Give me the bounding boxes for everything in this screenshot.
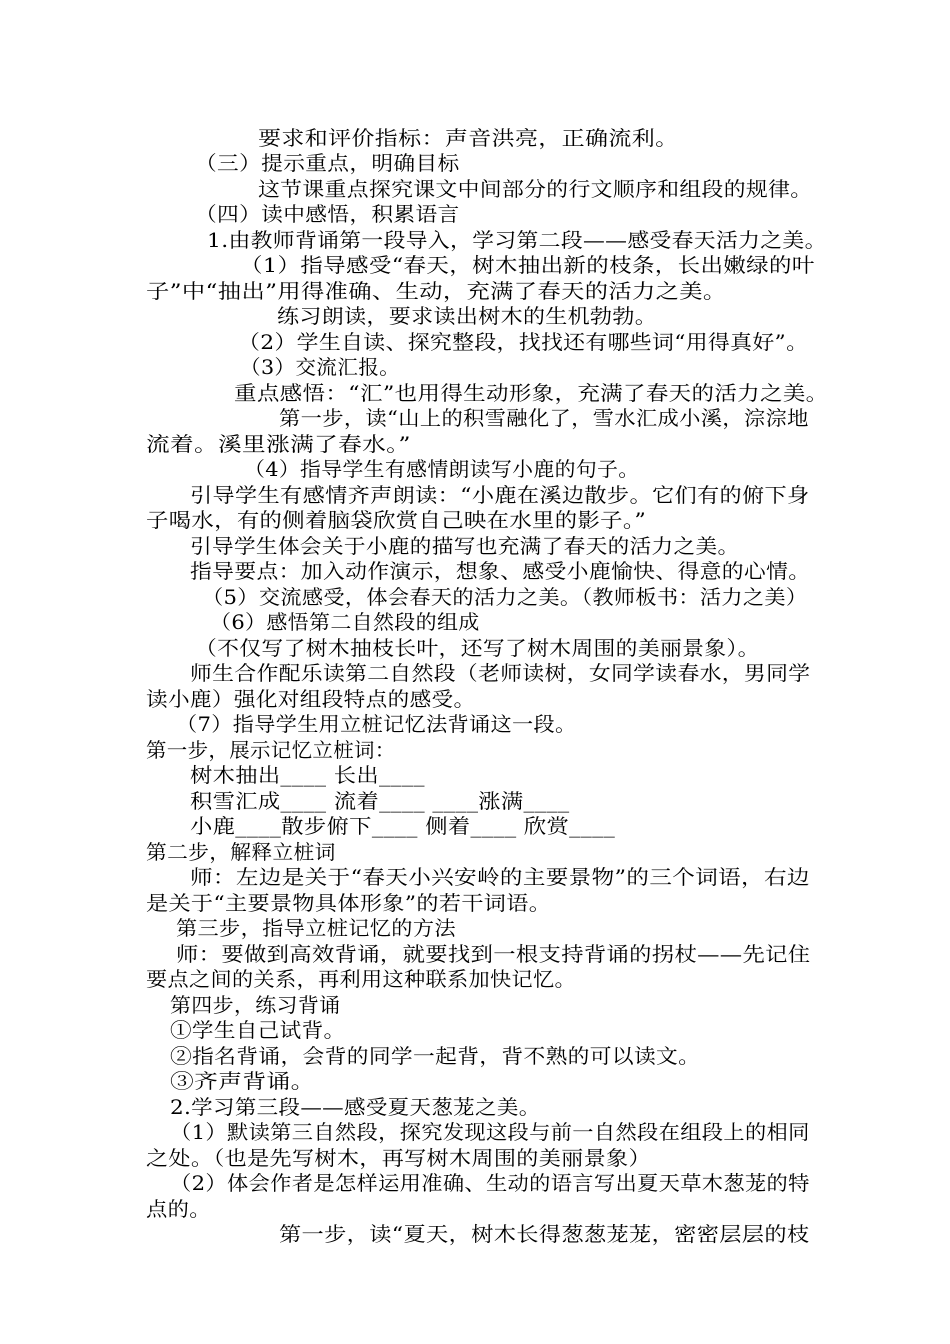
text-line: 点的。	[146, 1197, 211, 1221]
blank-line: 树木抽出____ 长出____	[190, 763, 425, 787]
list-item: ①学生自己试背。	[170, 1018, 346, 1042]
text-line: 引导学生有感情齐声朗读：“小鹿在溪边散步。它们有的俯下身	[190, 483, 810, 507]
text-line: 师生合作配乐读第二自然段（老师读树，女同学读春水，男同学	[190, 661, 811, 685]
text-line: （4）指导学生有感情朗读写小鹿的句子。	[244, 457, 640, 481]
section-heading: （三）提示重点，明确目标	[195, 151, 460, 175]
text-line: （2）学生自读、探究整段，找找还有哪些词“用得真好”。	[238, 330, 809, 354]
text-line: 第二步，解释立桩词	[146, 840, 336, 864]
list-item: ③齐声背诵。	[170, 1069, 315, 1093]
text-line: 是关于“主要景物具体形象”的若干词语。	[146, 891, 552, 915]
blank-line: 小鹿____散步俯下____ 侧着____ 欣赏____	[190, 814, 616, 838]
text-line: 第四步，练习背诵	[170, 993, 341, 1017]
text-line: 第三步，指导立桩记忆的方法	[176, 916, 456, 940]
text-line: 读小鹿）强化对组段特点的感受。	[146, 687, 476, 711]
text-line: （不仅写了树木抽枝长叶，还写了树木周围的美丽景象）。	[195, 636, 760, 660]
text-line: （2）体会作者是怎样运用准确、生动的语言写出夏天草木葱茏的特	[170, 1171, 810, 1195]
text-line: 2.学习第三段——感受夏天葱茏之美。	[170, 1095, 541, 1119]
text-line: 重点感悟：“汇”也用得生动形象，充满了春天的活力之美。	[234, 381, 829, 405]
text-line: 师：要做到高效背诵，就要找到一根支持背诵的拐杖——先记住	[176, 942, 811, 966]
text-line: 指导要点：加入动作演示，想象、感受小鹿愉快、得意的心情。	[190, 559, 811, 583]
text-line: 师：左边是关于“春天小兴安岭的主要景物”的三个词语，右边	[190, 865, 810, 889]
text-line: （1）指导感受“春天，树木抽出新的枝条，长出嫩绿的叶	[240, 253, 815, 277]
text-line: 这节课重点探究课文中间部分的行文顺序和组段的规律。	[258, 177, 813, 201]
text-line: 流着。溪里涨满了春水。”	[146, 432, 411, 456]
text-line: 引导学生体会关于小鹿的描写也充满了春天的活力之美。	[190, 534, 740, 558]
blank-line: 积雪汇成____ 流着____ ____涨满____	[190, 789, 570, 813]
text-line: 要求和评价指标：声音洪亮，正确流利。	[258, 126, 679, 150]
text-line: （3）交流汇报。	[240, 355, 401, 379]
text-line: 练习朗读，要求读出树木的生机勃勃。	[277, 304, 658, 328]
text-line: （5）交流感受，体会春天的活力之美。（教师板书：活力之美）	[202, 585, 808, 609]
text-line: （6）感悟第二自然段的组成	[210, 610, 480, 634]
list-item: ②指名背诵，会背的同学一起背，背不熟的可以读文。	[170, 1044, 701, 1068]
text-line: 1.由教师背诵第一段导入，学习第二段——感受春天活力之美。	[207, 228, 827, 252]
text-line: 第一步，展示记忆立桩词：	[146, 738, 396, 762]
text-line: （7）指导学生用立桩记忆法背诵这一段。	[176, 712, 577, 736]
text-line: 子”中“抽出”用得准确、生动，充满了春天的活力之美。	[146, 279, 727, 303]
section-heading: （四）读中感悟，积累语言	[195, 202, 460, 226]
text-line: 第一步，读“夏天，树木长得葱葱茏茏，密密层层的枝	[279, 1222, 810, 1246]
text-line: 要点之间的关系，再利用这种联系加快记忆。	[146, 967, 576, 991]
text-line: （1）默读第三自然段，探究发现这段与前一自然段在组段上的相同	[170, 1120, 810, 1144]
text-line: 之处。（也是先写树木，再写树木周围的美丽景象）	[146, 1146, 651, 1170]
text-line: 子喝水，有的侧着脑袋欣赏自己映在水里的影子。”	[146, 508, 647, 532]
text-line: 第一步，读“山上的积雪融化了，雪水汇成小溪，淙淙地	[279, 406, 809, 430]
